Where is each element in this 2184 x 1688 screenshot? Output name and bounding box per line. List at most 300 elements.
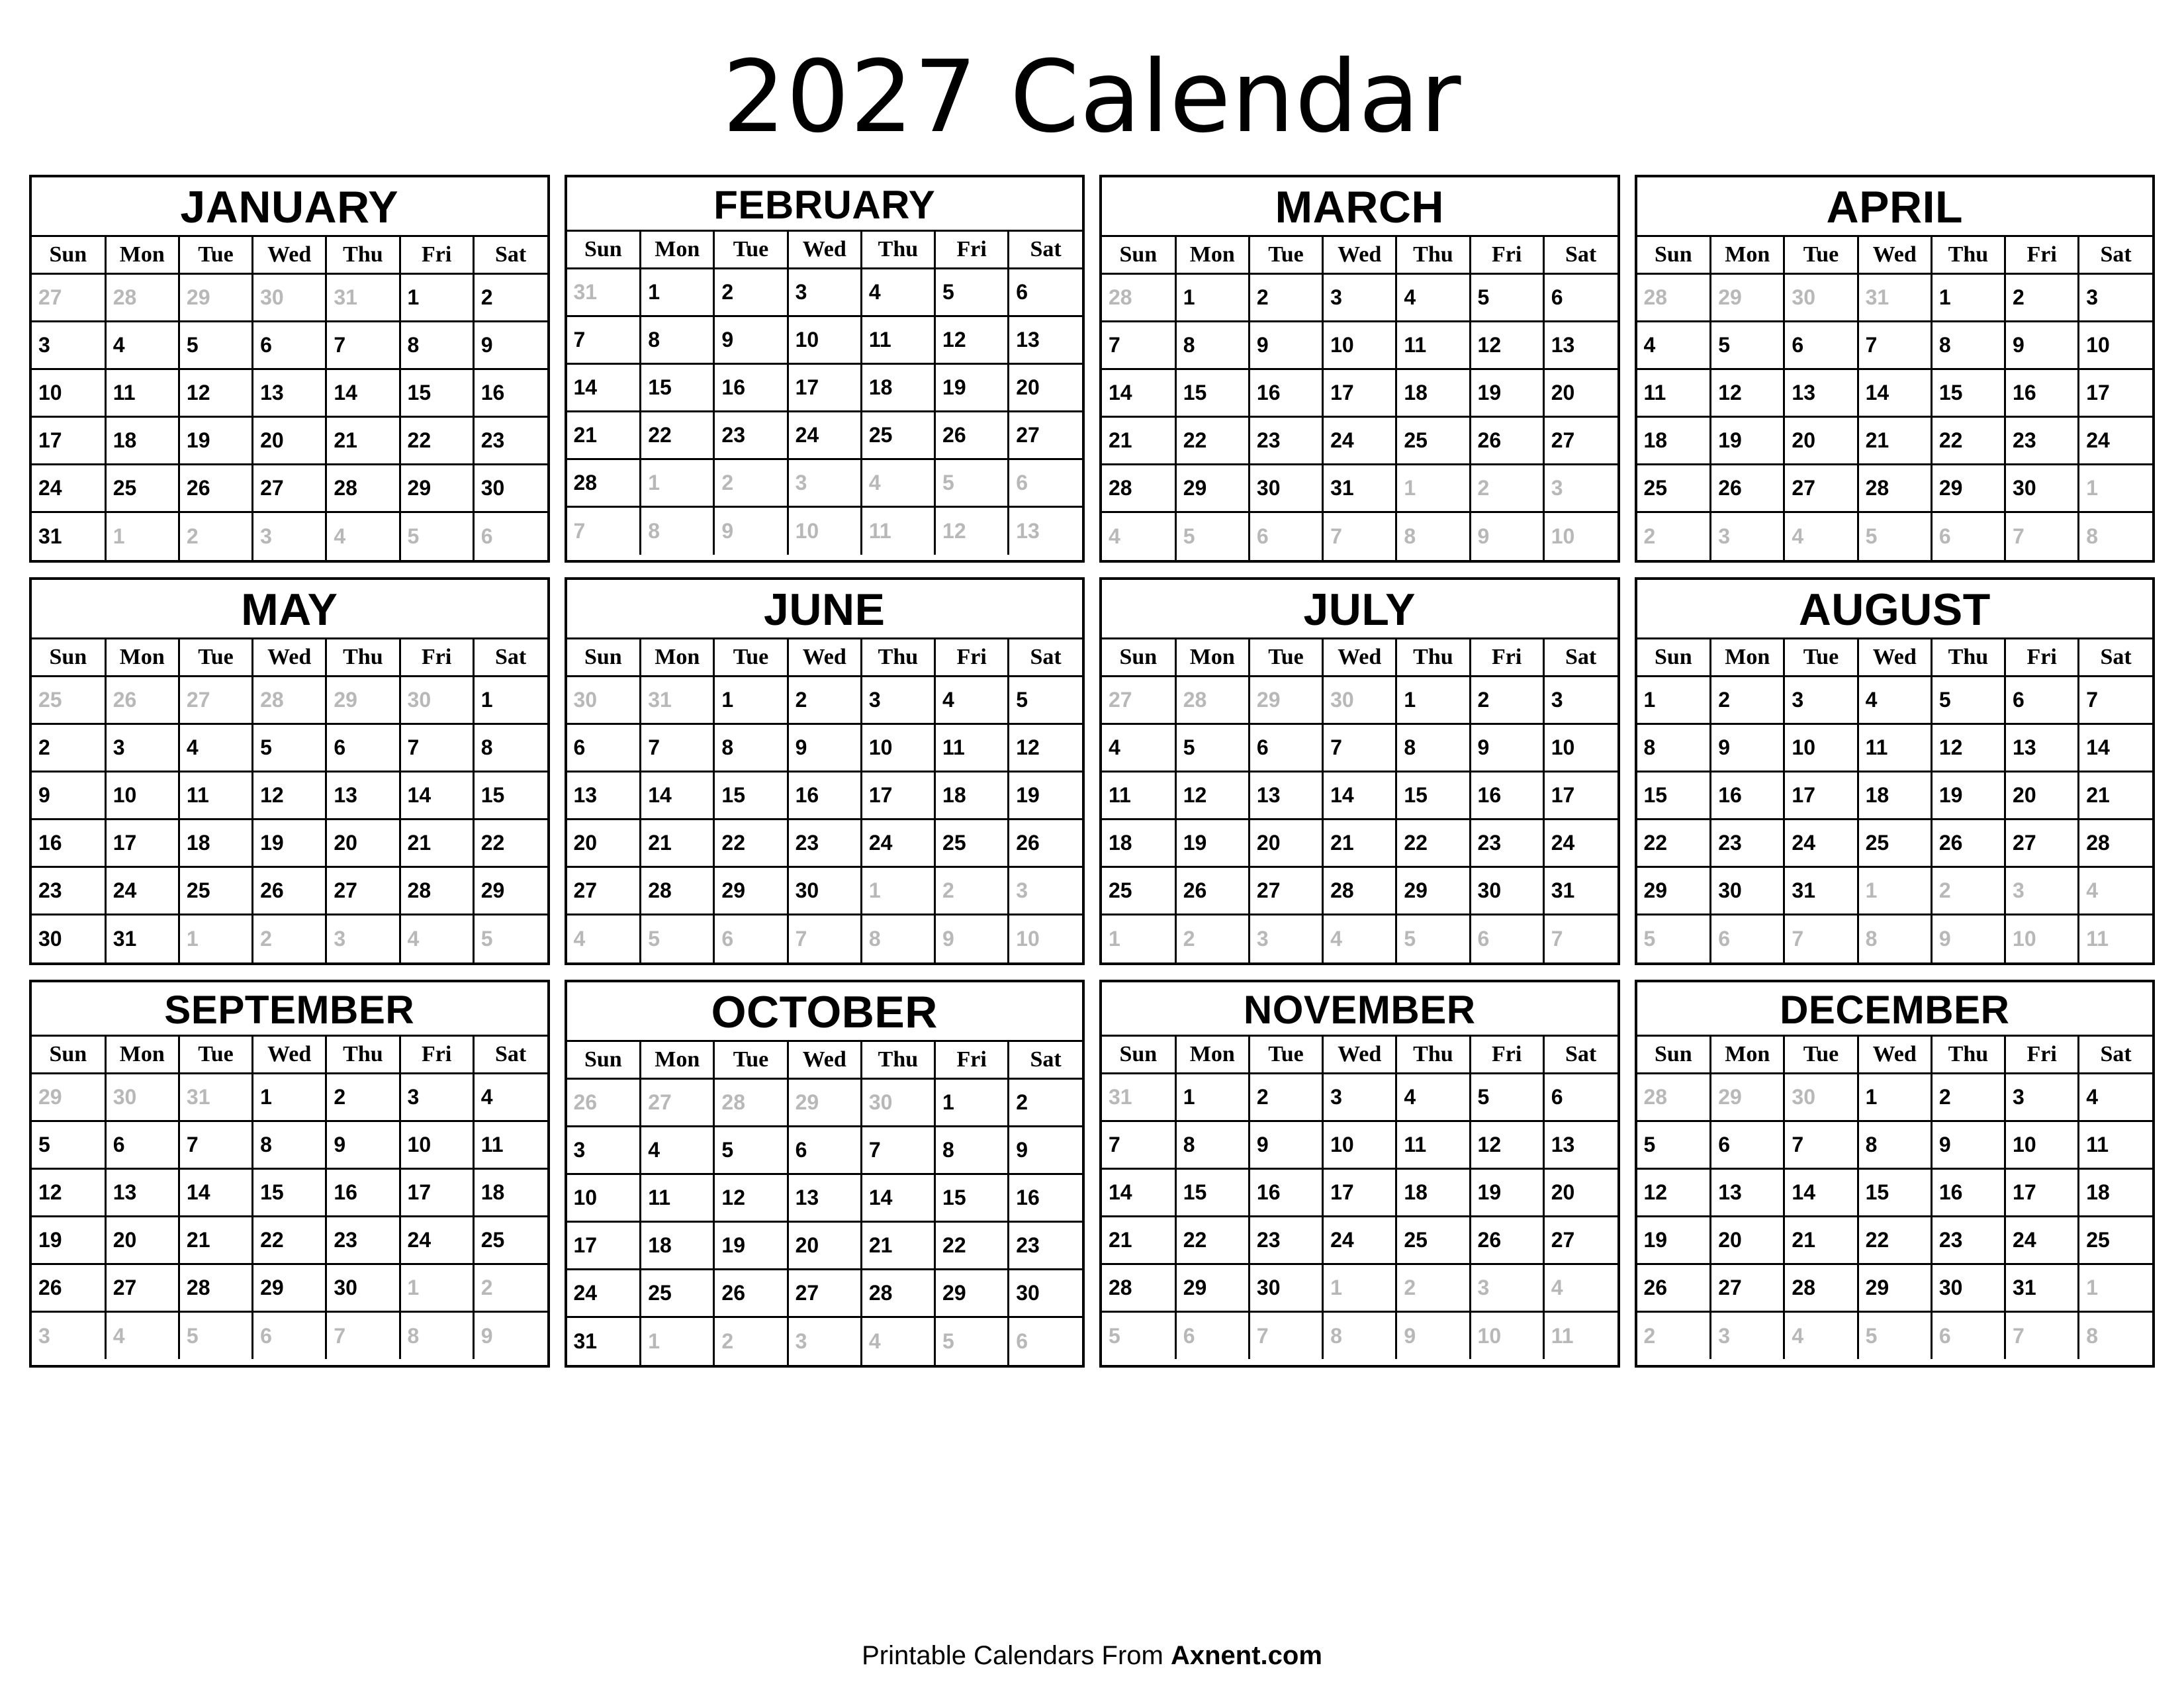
day-cell[interactable]: 19 [1470,1168,1543,1216]
day-cell[interactable]: 25 [1858,820,1931,867]
day-cell[interactable]: 28 [1323,867,1396,915]
day-cell[interactable]: 18 [1102,820,1175,867]
day-cell[interactable]: 18 [2079,1168,2152,1216]
day-cell[interactable]: 29 [1175,465,1249,512]
day-cell-adjacent[interactable]: 2 [1470,465,1543,512]
day-cell-adjacent[interactable]: 6 [1249,512,1322,560]
day-cell[interactable]: 7 [1102,1121,1175,1168]
day-cell[interactable]: 12 [1931,724,2005,772]
day-cell-adjacent[interactable]: 31 [179,1073,252,1121]
day-cell-adjacent[interactable]: 5 [400,512,473,560]
day-cell-adjacent[interactable]: 3 [788,1317,861,1365]
day-cell-adjacent[interactable]: 5 [1858,512,1931,560]
day-cell[interactable]: 21 [2079,772,2152,820]
day-cell[interactable]: 6 [1543,274,1617,322]
day-cell[interactable]: 25 [179,867,252,915]
day-cell-adjacent[interactable]: 12 [935,507,1009,555]
day-cell[interactable]: 18 [861,364,934,412]
day-cell[interactable]: 12 [1470,322,1543,369]
day-cell[interactable]: 7 [1323,724,1396,772]
day-cell-adjacent[interactable]: 8 [1323,1311,1396,1359]
day-cell[interactable]: 11 [1637,369,1711,417]
day-cell[interactable]: 11 [1102,772,1175,820]
day-cell[interactable]: 18 [935,772,1009,820]
day-cell[interactable]: 13 [788,1174,861,1222]
day-cell[interactable]: 13 [567,772,641,820]
day-cell[interactable]: 5 [32,1121,105,1168]
day-cell-adjacent[interactable]: 8 [2086,1323,2099,1348]
day-cell[interactable]: 11 [473,1121,547,1168]
day-cell[interactable]: 31 [2005,1264,2079,1311]
day-cell-adjacent[interactable]: 26 [567,1079,641,1127]
day-cell-adjacent[interactable]: 6 [1009,459,1082,507]
day-cell[interactable]: 29 [1858,1264,1931,1311]
day-cell-adjacent[interactable]: 3 [1711,1311,1784,1359]
day-cell[interactable]: 28 [326,465,400,512]
day-cell[interactable]: 19 [1711,417,1784,465]
day-cell[interactable]: 15 [473,772,547,820]
day-cell-adjacent[interactable]: 6 [714,915,788,962]
day-cell[interactable]: 14 [1784,1168,1858,1216]
day-cell-adjacent[interactable]: 3 [788,459,861,507]
day-cell[interactable]: 17 [1543,772,1617,820]
day-cell[interactable]: 4 [1396,1073,1470,1121]
day-cell-adjacent[interactable]: 29 [1249,677,1322,724]
day-cell[interactable]: 17 [400,1168,473,1216]
day-cell[interactable]: 20 [1784,417,1858,465]
day-cell-adjacent[interactable]: 2 [1637,1311,1711,1359]
day-cell[interactable]: 21 [179,1216,252,1264]
day-cell-adjacent[interactable]: 8 [861,915,934,962]
day-cell[interactable]: 3 [861,677,934,724]
day-cell[interactable]: 20 [1543,369,1617,417]
day-cell-adjacent[interactable]: 1 [1396,465,1470,512]
day-cell[interactable]: 29 [253,1264,326,1311]
day-cell[interactable]: 26 [1637,1264,1711,1311]
day-cell[interactable]: 21 [1102,417,1175,465]
day-cell-adjacent[interactable]: 8 [2086,524,2099,549]
day-cell[interactable]: 9 [326,1121,400,1168]
day-cell[interactable]: 6 [1249,724,1322,772]
day-cell-adjacent[interactable]: 31 [1102,1073,1175,1121]
day-cell[interactable]: 14 [400,772,473,820]
day-cell[interactable]: 12 [1711,369,1784,417]
day-cell[interactable]: 24 [788,412,861,459]
day-cell[interactable]: 7 [400,724,473,772]
day-cell-adjacent[interactable]: 28 [714,1079,788,1127]
day-cell[interactable]: 21 [1858,417,1931,465]
day-cell[interactable]: 7 [567,316,641,364]
day-cell[interactable]: 2 [1711,677,1784,724]
day-cell[interactable]: 13 [1784,369,1858,417]
day-cell[interactable]: 4 [105,322,179,369]
day-cell[interactable]: 17 [32,417,105,465]
day-cell[interactable]: 31 [105,915,179,962]
day-cell[interactable]: 18 [179,820,252,867]
day-cell-adjacent[interactable]: 9 [480,1323,493,1348]
day-cell[interactable]: 28 [861,1270,934,1317]
day-cell-adjacent[interactable]: 26 [105,677,179,724]
day-cell-adjacent[interactable]: 30 [400,677,473,724]
day-cell[interactable]: 17 [1784,772,1858,820]
day-cell[interactable]: 10 [1784,724,1858,772]
day-cell[interactable]: 15 [641,364,714,412]
day-cell[interactable]: 27 [105,1264,179,1311]
day-cell-adjacent[interactable]: 30 [1323,677,1396,724]
day-cell[interactable]: 10 [2079,322,2152,369]
day-cell[interactable]: 15 [1637,772,1711,820]
day-cell[interactable]: 10 [105,772,179,820]
day-cell[interactable]: 27 [1543,1216,1617,1264]
day-cell[interactable]: 7 [179,1121,252,1168]
day-cell[interactable]: 22 [1175,1216,1249,1264]
day-cell[interactable]: 2 [32,724,105,772]
day-cell[interactable]: 15 [400,369,473,417]
day-cell[interactable]: 2 [1009,1079,1082,1127]
day-cell[interactable]: 27 [567,867,641,915]
day-cell[interactable]: 25 [1396,1216,1470,1264]
day-cell-adjacent[interactable]: 5 [1175,512,1249,560]
day-cell-adjacent[interactable]: 29 [32,1073,105,1121]
day-cell[interactable]: 11 [641,1174,714,1222]
day-cell[interactable]: 2 [1249,1073,1322,1121]
day-cell[interactable]: 18 [1858,772,1931,820]
day-cell[interactable]: 12 [714,1174,788,1222]
day-cell-adjacent[interactable]: 9 [714,507,788,555]
day-cell-adjacent[interactable]: 1 [2079,465,2152,512]
day-cell[interactable]: 17 [105,820,179,867]
day-cell-adjacent[interactable]: 1 [1102,915,1175,962]
day-cell[interactable]: 10 [32,369,105,417]
day-cell[interactable]: 13 [326,772,400,820]
day-cell-adjacent[interactable]: 5 [480,927,493,951]
day-cell-adjacent[interactable]: 6 [1931,1311,2005,1359]
day-cell-adjacent[interactable]: 7 [1249,1311,1322,1359]
day-cell[interactable]: 31 [567,1317,641,1365]
day-cell[interactable]: 13 [1249,772,1322,820]
day-cell[interactable]: 2 [2005,274,2079,322]
day-cell[interactable]: 9 [1711,724,1784,772]
day-cell[interactable]: 2 [1931,1073,2005,1121]
day-cell-adjacent[interactable]: 9 [1470,512,1543,560]
day-cell[interactable]: 11 [1396,322,1470,369]
day-cell[interactable]: 4 [641,1127,714,1174]
day-cell-adjacent[interactable]: 27 [1102,677,1175,724]
day-cell[interactable]: 25 [935,820,1009,867]
day-cell[interactable]: 3 [400,1073,473,1121]
day-cell[interactable]: 3 [105,724,179,772]
day-cell-adjacent[interactable]: 1 [1858,867,1931,915]
day-cell[interactable]: 10 [788,316,861,364]
day-cell[interactable]: 31 [32,512,105,560]
day-cell[interactable]: 19 [1470,369,1543,417]
day-cell[interactable]: 16 [1009,1174,1082,1222]
day-cell[interactable]: 10 [2005,1121,2079,1168]
day-cell[interactable]: 9 [1931,1121,2005,1168]
day-cell-adjacent[interactable]: 3 [1009,867,1082,915]
day-cell[interactable]: 27 [2005,820,2079,867]
day-cell[interactable]: 9 [1249,1121,1322,1168]
day-cell[interactable]: 11 [2079,1121,2152,1168]
day-cell[interactable]: 2 [1470,677,1543,724]
day-cell[interactable]: 1 [400,274,473,322]
day-cell[interactable]: 4 [1858,677,1931,724]
day-cell[interactable]: 6 [1784,322,1858,369]
day-cell[interactable]: 8 [253,1121,326,1168]
day-cell[interactable]: 12 [935,316,1009,364]
day-cell[interactable]: 5 [1637,1121,1711,1168]
day-cell[interactable]: 4 [473,1073,547,1121]
day-cell[interactable]: 21 [861,1222,934,1270]
day-cell[interactable]: 12 [1175,772,1249,820]
day-cell[interactable]: 28 [567,459,641,507]
day-cell[interactable]: 22 [473,820,547,867]
day-cell[interactable]: 23 [1249,417,1322,465]
day-cell[interactable]: 18 [473,1168,547,1216]
day-cell[interactable]: 16 [1249,369,1322,417]
day-cell[interactable]: 6 [105,1121,179,1168]
day-cell[interactable]: 11 [935,724,1009,772]
day-cell-adjacent[interactable]: 10 [1551,524,1575,549]
day-cell[interactable]: 21 [567,412,641,459]
day-cell[interactable]: 18 [1396,369,1470,417]
day-cell[interactable]: 23 [1009,1222,1082,1270]
day-cell[interactable]: 19 [32,1216,105,1264]
day-cell[interactable]: 8 [935,1127,1009,1174]
day-cell[interactable]: 24 [1323,1216,1396,1264]
day-cell[interactable]: 7 [1784,1121,1858,1168]
day-cell[interactable]: 25 [1396,417,1470,465]
day-cell-adjacent[interactable]: 28 [105,274,179,322]
day-cell[interactable]: 20 [2005,772,2079,820]
day-cell[interactable]: 13 [105,1168,179,1216]
day-cell-adjacent[interactable]: 29 [1711,1073,1784,1121]
day-cell-adjacent[interactable]: 3 [2005,867,2079,915]
day-cell[interactable]: 27 [326,867,400,915]
day-cell-adjacent[interactable]: 2 [1637,512,1711,560]
day-cell-adjacent[interactable]: 1 [641,1317,714,1365]
day-cell[interactable]: 29 [935,1270,1009,1317]
day-cell[interactable]: 3 [567,1127,641,1174]
day-cell[interactable]: 28 [1102,1264,1175,1311]
day-cell[interactable]: 12 [253,772,326,820]
day-cell-adjacent[interactable]: 2 [714,459,788,507]
day-cell[interactable]: 26 [935,412,1009,459]
day-cell[interactable]: 20 [1543,1168,1617,1216]
day-cell[interactable]: 26 [714,1270,788,1317]
day-cell[interactable]: 22 [253,1216,326,1264]
day-cell[interactable]: 20 [105,1216,179,1264]
day-cell[interactable]: 24 [2079,417,2152,465]
day-cell[interactable]: 29 [1396,867,1470,915]
day-cell-adjacent[interactable]: 4 [1102,512,1175,560]
day-cell[interactable]: 7 [1102,322,1175,369]
day-cell[interactable]: 26 [1470,1216,1543,1264]
day-cell-adjacent[interactable]: 3 [326,915,400,962]
day-cell[interactable]: 4 [1396,274,1470,322]
day-cell[interactable]: 2 [326,1073,400,1121]
day-cell-adjacent[interactable]: 6 [253,1311,326,1359]
day-cell-adjacent[interactable]: 27 [32,274,105,322]
day-cell-adjacent[interactable]: 3 [1711,512,1784,560]
day-cell-adjacent[interactable]: 8 [1396,512,1470,560]
day-cell-adjacent[interactable]: 6 [1470,915,1543,962]
day-cell[interactable]: 19 [1637,1216,1711,1264]
day-cell[interactable]: 6 [2005,677,2079,724]
day-cell[interactable]: 14 [1102,1168,1175,1216]
day-cell-adjacent[interactable]: 3 [253,512,326,560]
day-cell[interactable]: 5 [1470,274,1543,322]
day-cell[interactable]: 11 [105,369,179,417]
day-cell[interactable]: 19 [1931,772,2005,820]
day-cell-adjacent[interactable]: 28 [1637,274,1711,322]
day-cell[interactable]: 12 [32,1168,105,1216]
day-cell[interactable]: 21 [1323,820,1396,867]
day-cell[interactable]: 21 [1102,1216,1175,1264]
day-cell[interactable]: 9 [1470,724,1543,772]
day-cell[interactable]: 17 [788,364,861,412]
day-cell[interactable]: 16 [2005,369,2079,417]
day-cell[interactable]: 14 [567,364,641,412]
day-cell[interactable]: 26 [253,867,326,915]
day-cell[interactable]: 3 [32,322,105,369]
day-cell[interactable]: 4 [935,677,1009,724]
day-cell[interactable]: 24 [1543,820,1617,867]
day-cell[interactable]: 6 [326,724,400,772]
day-cell[interactable]: 8 [1175,1121,1249,1168]
day-cell[interactable]: 14 [326,369,400,417]
day-cell[interactable]: 4 [861,269,934,316]
day-cell[interactable]: 6 [1711,1121,1784,1168]
day-cell-adjacent[interactable]: 9 [1931,915,2005,962]
day-cell[interactable]: 4 [2079,1073,2152,1121]
day-cell[interactable]: 17 [2079,369,2152,417]
day-cell[interactable]: 1 [253,1073,326,1121]
day-cell[interactable]: 6 [788,1127,861,1174]
day-cell-adjacent[interactable]: 3 [1543,465,1617,512]
day-cell[interactable]: 16 [32,820,105,867]
day-cell[interactable]: 23 [1249,1216,1322,1264]
day-cell-adjacent[interactable]: 6 [480,524,493,549]
day-cell-adjacent[interactable]: 29 [1711,274,1784,322]
day-cell[interactable]: 5 [714,1127,788,1174]
day-cell[interactable]: 30 [1249,465,1322,512]
day-cell[interactable]: 1 [935,1079,1009,1127]
day-cell-adjacent[interactable]: 2 [714,1317,788,1365]
day-cell[interactable]: 20 [567,820,641,867]
day-cell[interactable]: 1 [641,269,714,316]
day-cell[interactable]: 24 [567,1270,641,1317]
day-cell[interactable]: 26 [1711,465,1784,512]
day-cell[interactable]: 30 [1711,867,1784,915]
day-cell[interactable]: 1 [473,677,547,724]
day-cell[interactable]: 24 [1323,417,1396,465]
day-cell[interactable]: 11 [1396,1121,1470,1168]
day-cell[interactable]: 2 [1249,274,1322,322]
day-cell[interactable]: 30 [473,465,547,512]
day-cell-adjacent[interactable]: 4 [1323,915,1396,962]
day-cell-adjacent[interactable]: 5 [935,459,1009,507]
day-cell[interactable]: 28 [1858,465,1931,512]
day-cell[interactable]: 23 [714,412,788,459]
day-cell[interactable]: 31 [1543,867,1617,915]
day-cell[interactable]: 12 [1470,1121,1543,1168]
day-cell[interactable]: 8 [1858,1121,1931,1168]
day-cell-adjacent[interactable]: 5 [1858,1311,1931,1359]
day-cell[interactable]: 9 [32,772,105,820]
day-cell-adjacent[interactable]: 30 [1784,274,1858,322]
day-cell[interactable]: 27 [1543,417,1617,465]
day-cell[interactable]: 26 [1009,820,1082,867]
day-cell[interactable]: 10 [567,1174,641,1222]
day-cell[interactable]: 29 [714,867,788,915]
day-cell[interactable]: 18 [641,1222,714,1270]
day-cell[interactable]: 9 [714,316,788,364]
day-cell[interactable]: 30 [1931,1264,2005,1311]
day-cell-adjacent[interactable]: 7 [2005,1311,2079,1359]
day-cell[interactable]: 1 [1931,274,2005,322]
day-cell[interactable]: 12 [1637,1168,1711,1216]
day-cell[interactable]: 23 [326,1216,400,1264]
day-cell[interactable]: 25 [861,412,934,459]
day-cell[interactable]: 5 [935,269,1009,316]
day-cell[interactable]: 26 [32,1264,105,1311]
day-cell-adjacent[interactable]: 1 [861,867,934,915]
day-cell[interactable]: 24 [1784,820,1858,867]
day-cell-adjacent[interactable]: 31 [326,274,400,322]
day-cell[interactable]: 2 [473,274,547,322]
day-cell[interactable]: 8 [473,724,547,772]
day-cell-adjacent[interactable]: 31 [1858,274,1931,322]
day-cell-adjacent[interactable]: 30 [1784,1073,1858,1121]
day-cell[interactable]: 27 [1009,412,1082,459]
day-cell[interactable]: 22 [1931,417,2005,465]
day-cell[interactable]: 4 [1637,322,1711,369]
day-cell[interactable]: 17 [2005,1168,2079,1216]
day-cell[interactable]: 26 [1931,820,2005,867]
day-cell[interactable]: 5 [1009,677,1082,724]
day-cell[interactable]: 15 [714,772,788,820]
day-cell-adjacent[interactable]: 2 [179,512,252,560]
day-cell[interactable]: 20 [253,417,326,465]
day-cell-adjacent[interactable]: 10 [1470,1311,1543,1359]
day-cell[interactable]: 29 [1637,867,1711,915]
day-cell-adjacent[interactable]: 2 [253,915,326,962]
day-cell[interactable]: 5 [253,724,326,772]
day-cell[interactable]: 6 [253,322,326,369]
day-cell[interactable]: 3 [1323,1073,1396,1121]
day-cell[interactable]: 20 [1009,364,1082,412]
day-cell[interactable]: 29 [1931,465,2005,512]
day-cell[interactable]: 23 [473,417,547,465]
day-cell[interactable]: 7 [1858,322,1931,369]
day-cell-adjacent[interactable]: 10 [2005,915,2079,962]
day-cell[interactable]: 5 [1175,724,1249,772]
day-cell[interactable]: 29 [1175,1264,1249,1311]
day-cell[interactable]: 27 [1784,465,1858,512]
day-cell[interactable]: 25 [1102,867,1175,915]
day-cell-adjacent[interactable]: 1 [179,915,252,962]
day-cell[interactable]: 27 [253,465,326,512]
day-cell[interactable]: 18 [105,417,179,465]
day-cell-adjacent[interactable]: 6 [1175,1311,1249,1359]
day-cell-adjacent[interactable]: 2 [1175,915,1249,962]
day-cell[interactable]: 30 [2005,465,2079,512]
day-cell[interactable]: 5 [179,322,252,369]
day-cell[interactable]: 14 [179,1168,252,1216]
day-cell[interactable]: 7 [2079,677,2152,724]
day-cell-adjacent[interactable]: 30 [567,677,641,724]
